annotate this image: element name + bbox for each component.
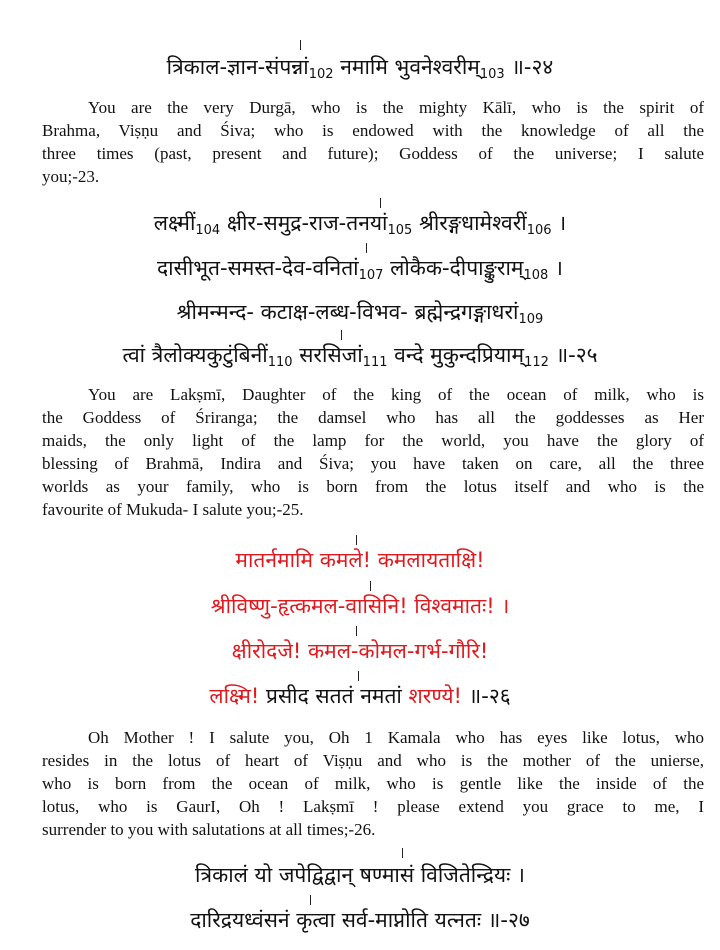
footnote-number: 105 [387, 223, 413, 238]
verse-text: मातर्नमामि कमले! कमलायताक्षि! [235, 548, 485, 572]
paragraph-line: Oh Mother ! I salute you, Oh 1 Kamala who has eyes like lotus, who [88, 728, 704, 747]
paragraph-line: the Goddess of Śriranga; the damsel who has all the goddesses as Her [42, 408, 704, 427]
caesura-mark [358, 671, 359, 681]
verse-number: ॥-२६ [461, 684, 511, 708]
verse-26-line-1 [20, 545, 700, 575]
verse-26-line-3 [20, 636, 700, 666]
paragraph-line: surrender to you with salutations at all times;-26. [42, 820, 376, 839]
verse-text: क्षीरोदजे! कमल-कोमल-गर्भ-गौरि! [231, 639, 489, 663]
translation-paragraph-25 [42, 383, 704, 521]
verse-25-line-1 [20, 208, 700, 246]
verse-text: त्रिकाल-ज्ञान-संपन्नां [166, 55, 309, 79]
footnote-number: 112 [524, 355, 549, 370]
footnote-number: 109 [518, 312, 544, 327]
verse-text: दासीभूत-समस्त-देव-वनितां [157, 256, 359, 280]
footnote-number: 107 [358, 268, 384, 283]
paragraph-line: You are the very Durgā, who is the mighty Kālī, who is the spirit of [88, 98, 704, 117]
footnote-number: 111 [362, 355, 388, 370]
paragraph-line: blessing of Brahmā, Indira and Śiva; you have taken on care, all the three [42, 454, 704, 473]
verse-text: वन्दे मुकुन्दप्रियाम् [387, 343, 525, 367]
paragraph-line: three times (past, present and future); Goddess of the universe; I salute [42, 144, 704, 163]
footnote-number: 102 [308, 67, 334, 82]
verse-text: श्रीरङ्गधामेश्वरीं [412, 211, 527, 235]
paragraph-line: worlds as your family, who is born from the lotus itself and who is the [42, 477, 704, 496]
verse-25-line-2 [20, 253, 700, 291]
caesura-mark [356, 535, 357, 545]
verse-25-line-3 [20, 297, 700, 335]
verse-text-highlight: शरण्ये! [408, 684, 462, 708]
verse-27-line-1 [20, 860, 700, 890]
verse-text: श्रीविष्णु-हृत्कमल-वासिनि! विश्वमातः! । [210, 594, 510, 618]
paragraph-line: maids, the only light of the lamp for the world, you have the glory of [42, 431, 704, 450]
verse-text: प्रसीद सततं नमतां [259, 684, 409, 708]
caesura-mark [366, 243, 367, 253]
verse-text: सरसिजां [292, 343, 363, 367]
verse-text: क्षीर-समुद्र-राज-तनयां [220, 211, 388, 235]
verse-text: लक्ष्मीं [153, 211, 196, 235]
verse-27-line-2 [20, 905, 700, 935]
verse-text: । [548, 256, 563, 280]
paragraph-line: lotus, who is GaurI, Oh ! Lakṣmī ! please extend you grace to me, I [42, 797, 704, 816]
caesura-mark [300, 40, 301, 50]
paragraph-line: favourite of Mukuda- I salute you;-25. [42, 500, 304, 519]
verse-25-line-4 [20, 340, 700, 378]
verse-26-line-4 [20, 681, 700, 711]
footnote-number: 104 [195, 223, 221, 238]
verse-text: दारिद्रयध्वंसनं कृत्वा सर्व-माप्नोति यत्नतः ॥-२७ [190, 908, 530, 932]
verse-number: ॥-२५ [548, 343, 598, 367]
footnote-number: 110 [267, 355, 293, 370]
paragraph-line: You are Lakṣmī, Daughter of the king of the ocean of milk, who is [88, 385, 704, 404]
verse-26-line-2 [20, 591, 700, 621]
verse-24-line [20, 52, 700, 90]
paragraph-line: resides in the lotus of heart of Viṣṇu and who is the mother of the unierse, [42, 751, 704, 770]
translation-paragraph-26 [42, 726, 704, 841]
footnote-number: 106 [526, 223, 552, 238]
footnote-number: 103 [479, 67, 505, 82]
verse-text: । [551, 211, 567, 235]
caesura-mark [402, 848, 403, 858]
verse-text: त्रिकालं यो जपेद्विद्वान् षण्मासं विजितेन्द्रियः । [195, 863, 525, 887]
paragraph-line: who is born from the ocean of milk, who is gentle like the inside of the [42, 774, 704, 793]
caesura-mark [370, 581, 371, 591]
verse-text: त्वां त्रैलोक्यकुटुंबिनीं [122, 343, 268, 367]
paragraph-line: you;-23. [42, 167, 100, 186]
verse-number: ॥-२४ [504, 55, 554, 79]
caesura-mark [310, 895, 311, 905]
caesura-mark [341, 330, 342, 340]
verse-text: लोकैक-दीपाङ्कुराम् [383, 256, 524, 280]
caesura-mark [356, 626, 357, 636]
translation-paragraph-23 [42, 96, 704, 188]
footnote-number: 108 [523, 268, 549, 283]
verse-text-highlight: लक्ष्मि! [209, 684, 260, 708]
caesura-mark [380, 198, 381, 208]
paragraph-line: Brahma, Viṣṇu and Śiva; who is endowed with the knowledge of all the [42, 121, 704, 140]
verse-text: नमामि भुवनेश्वरीम् [333, 55, 480, 79]
verse-text: श्रीमन्मन्द- कटाक्ष-लब्ध-विभव- ब्रह्मेन्द्रगङ्गाधरां [176, 300, 519, 324]
